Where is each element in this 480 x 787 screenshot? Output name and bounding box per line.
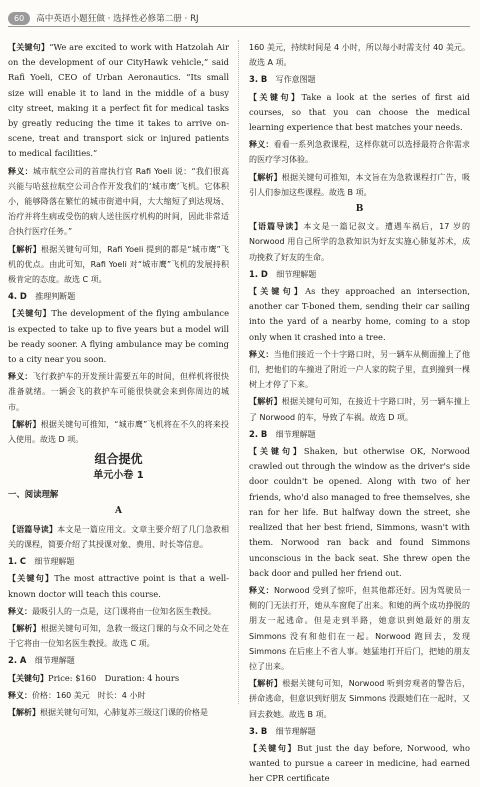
passage-label: B: [355, 204, 364, 215]
analysis: 【解析】根据关键句可知，心肺复苏三级这门课的价格是: [8, 707, 208, 717]
key-sentence: 【关键句】The most attractive point is that a well-known doctor will teach this course.: [8, 573, 229, 599]
translation: 释义：价格：160 美元 时长：4 小时: [8, 690, 146, 700]
key-sentence: 【关键句】Take a look at the series of first aid courses, so that you can choose the medical learning experience that best matches your needs.: [249, 91, 470, 133]
right-column: [249, 40, 471, 784]
translation: 释义：当他们接近一个十字路口时，另一辆车从侧面撞上了他们，把他们的车撞进了附近一户人家的院子里，直到撞到一棵树上才停了下来。: [249, 349, 470, 390]
translation: 释义：最吸引人的一点是，这门课将由一位知名医生教授。: [8, 606, 216, 616]
unit-title: 单元小卷 1: [93, 470, 144, 482]
question-heading: 3. B 细节理解题: [249, 725, 316, 736]
column-divider: [238, 40, 239, 704]
analysis: 【解析】根据关键句可推知，本文旨在为急救课程打广告，吸引人们参加这些课程。故选 B 项。: [249, 172, 471, 197]
question-heading: 4. D 推理判断题: [8, 291, 76, 302]
analysis: 【解析】根据关键句可推知，“城市鹰”飞机将在不久的将来投入使用。故选 D 项。: [8, 419, 229, 445]
page-number: 60: [8, 12, 30, 25]
translation: 释义：城市航空公司的首席执行官 Rafi Yoeli 说：“我们很高兴能与哈兹拉航空公司合作开发我们的‘城市鹰’飞机。它体积小，能够降落在繁忙的城市街道中间，大大缩短了到达现场、治疗并将生病或受伤的病人送往医疗机构的时间，因此非常适合执行医疗任务。”: [8, 166, 230, 237]
analysis: 【解析】根据关键句可知，在接近十字路口时，另一辆车撞上了 Norwood 的车，导致了车祸。故选 D 项。: [249, 397, 471, 422]
left-column: [8, 40, 230, 717]
passage-label: A: [115, 506, 122, 517]
key-sentence: 【关键句】But just the day before, Norwood, who wanted to pursue a career in medicine, had earned her CPR certificate: [249, 742, 471, 784]
question-heading: 1. D 细节理解题: [249, 268, 317, 279]
question-heading: 2. A 细节理解题: [8, 655, 75, 666]
analysis-continued: 160 美元，持续时间是 4 小时，所以每小时需支付 40 美元。故选 A 项。: [249, 43, 470, 68]
question-heading: 3. B 写作意图题: [249, 74, 316, 85]
translation: 释义：Norwood 受到了惊吓，但其他都还好。因为驾驶员一侧的门无法打开，她从车窗爬了出来。和她的两个成功挣脱的朋友一起逃命。但是走到半路，她意识到她最好的朋友 Simmons 没有和他们在一起。Norwood 跑回去，发现 Simmons 在后座上不省人事。她猛地打开后门，把她的朋友拉了出来。: [249, 585, 470, 671]
part-heading: 一、阅读理解: [8, 489, 59, 500]
analysis: 【解析】根据关键句可知，Norwood 听到旁观者的警告后，拼命逃命，但意识到好朋友 Simmons 没跟她们在一起时，又回去救她。故选 B 项。: [249, 679, 470, 719]
question-heading: 2. B 细节理解题: [249, 428, 316, 439]
translation: 释义：看看一系列急救课程，这样你就可以选择最符合你需求的医疗学习体验。: [249, 140, 470, 165]
section-title: 组合提优: [94, 452, 143, 467]
question-heading: 1. C 细节理解题: [8, 556, 75, 567]
passage-guide: 【语篇导读】本文是一篇应用文。文章主要介绍了几门急救相关的课程，简要介绍了其授课对象、费用、时长等信息。: [8, 524, 230, 549]
key-sentence: 【关键句】As they approached an intersection, another car T-boned them, sending their car sailing into the yard of a nearby home, coming to a stop only when it crashed into a tree.: [249, 286, 470, 342]
book-title: 高中英语小题狂做 · 选择性必修第二册 · RJ: [36, 14, 199, 24]
passage-guide: 【语篇导读】本文是一篇记叙文。遭遇车祸后，17 岁的 Norwood 用自己所学的急救知识为好友实施心肺复苏术，成功挽救了好友的生命。: [249, 222, 471, 262]
key-sentence: 【关键句】“We are excited to work with Hatzolah Air on the development of our CityHawk vehicle,” said Rafi Yoeli, CEO of Urban Aeronautics. “Its small size will enable it to land in the middle of a busy city street, making it a perfect fit for medical tasks by greatly reducing the time it takes to arrive on-scene, treat and transport sick or injured patients to medical facilities.”: [8, 42, 230, 159]
key-sentence: 【关键句】Price: $160 Duration: 4 hours: [8, 672, 180, 683]
key-sentence: 【关键句】The development of the flying ambulance is expected to take up to five years but a model will be ready sooner. A flying ambulance may be coming to a city near you soon.: [8, 308, 229, 365]
translation: 释义：飞行救护车的开发预计需要五年的时间，但样机将很快准备就绪。一辆会飞的救护车可能很快就会来到你周边的城市。: [8, 372, 229, 412]
analysis: 【解析】根据关键句可知，Rafi Yoeli 提到的都是“城市鹰”飞机的优点。由此可知，Rafi Yoeli 对“城市鹰”飞机的发展持积极肯定的态度。故选 C 项。: [8, 244, 229, 285]
key-sentence: 【关键句】Shaken, but otherwise OK, Norwood crawled out through the window as the driver's side door couldn't be opened. Along with two of her friends, who'd also managed to free themselves, she ran for her life. But halfway down the street, she realized that her best friend, Simmons, wasn't with them. Norwood ran back and found Simmons unconscious in the back seat. She threw open the back door and pulled her friend out.: [249, 446, 470, 578]
page-header: [8, 10, 470, 27]
analysis: 【解析】根据关键句可知，急救一级这门课的与众不同之处在于它将由一位知名医生教授。故选 C 项。: [8, 623, 230, 649]
